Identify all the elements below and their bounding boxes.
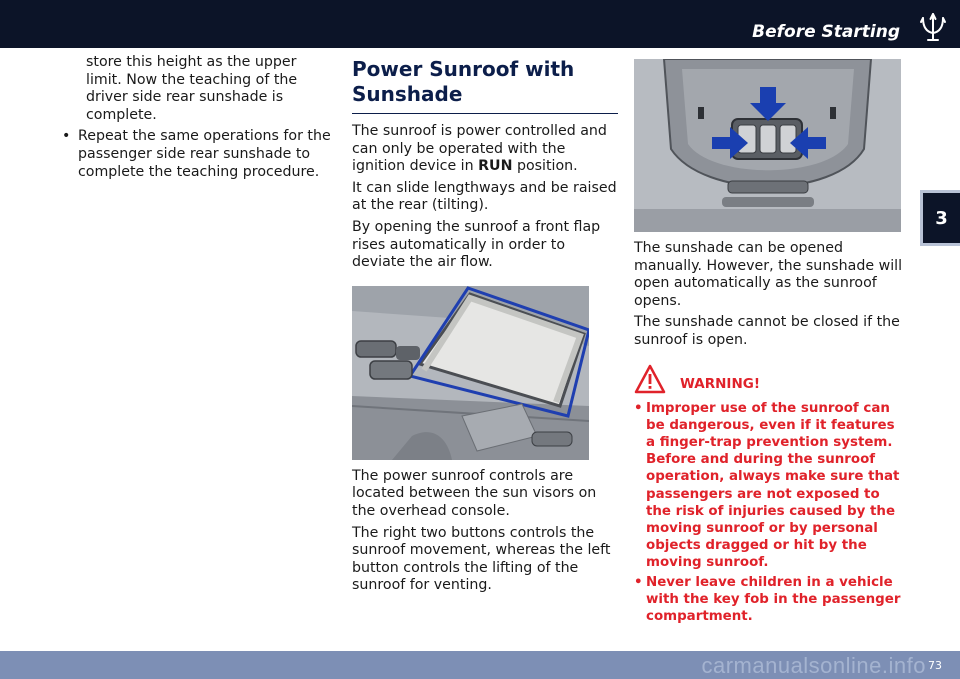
section-heading: Power Sunroof with Sunshade — [352, 57, 618, 114]
chapter-tab: 3 — [920, 190, 960, 246]
bullet-dot: • — [634, 574, 643, 590]
paragraph: The sunshade cannot be closed if the sunroof is open. — [634, 314, 900, 348]
bullet-dot: • — [634, 400, 643, 416]
column-1 — [62, 54, 334, 181]
page-number: 73 — [928, 659, 942, 672]
paragraph: It can slide lengthways and be raised at the rear (tilting). — [352, 179, 617, 214]
maserati-trident-icon — [918, 10, 948, 44]
paragraph: The power sunroof controls are located between the sun visors on the overhead console. — [352, 467, 597, 519]
page-footer — [0, 651, 960, 679]
warning-item — [634, 400, 904, 572]
warning-triangle-icon — [634, 364, 666, 394]
warning-header — [634, 364, 904, 394]
section-title: Before Starting — [752, 22, 900, 42]
warning-item — [634, 574, 904, 626]
warning-text: Improper use of the sunroof can be dangerous, even if it features a finger-trap prevention system. Before and during the sunroof operation, always make sure that passengers are not exposed to the risk of injuries caused by the moving sunroof or by personal objects dragged or hit by the moving sunroof. — [646, 400, 900, 571]
column-2 — [352, 57, 618, 599]
sunroof-photo — [352, 286, 589, 460]
text-run: position. — [512, 158, 578, 175]
overhead-console-photo — [634, 59, 901, 232]
text-run: The sunroof is power controlled and can only be operated with the ignition device in — [352, 123, 607, 175]
warning-title: WARNING! — [680, 375, 760, 392]
bullet-text: Repeat the same operations for the passenger side rear sunshade to complete the teaching procedure. — [78, 128, 331, 180]
paragraph: By opening the sunroof a front flap rises automatically in order to deviate the air flow. — [352, 218, 601, 271]
paragraph: The sunshade can be opened manually. However, the sunshade will open automatically as the sunroof opens. — [634, 240, 903, 309]
column-3 — [634, 59, 904, 625]
bullet-dot: • — [62, 128, 71, 145]
run-keyword: RUN — [478, 158, 513, 175]
paragraph: The right two buttons controls the sunroof movement, whereas the left button controls the lifting of the sunroof for venting. — [352, 524, 611, 594]
continuation-text: store this height as the upper limit. Now the teaching of the driver side rear sunshade is complete. — [86, 54, 298, 123]
page-header — [0, 0, 960, 48]
watermark: carmanualsonline.info — [701, 653, 926, 678]
warning-text: Never leave children in a vehicle with the key fob in the passenger compartment. — [646, 574, 901, 624]
bullet-item — [62, 128, 334, 181]
paragraph — [352, 123, 618, 176]
